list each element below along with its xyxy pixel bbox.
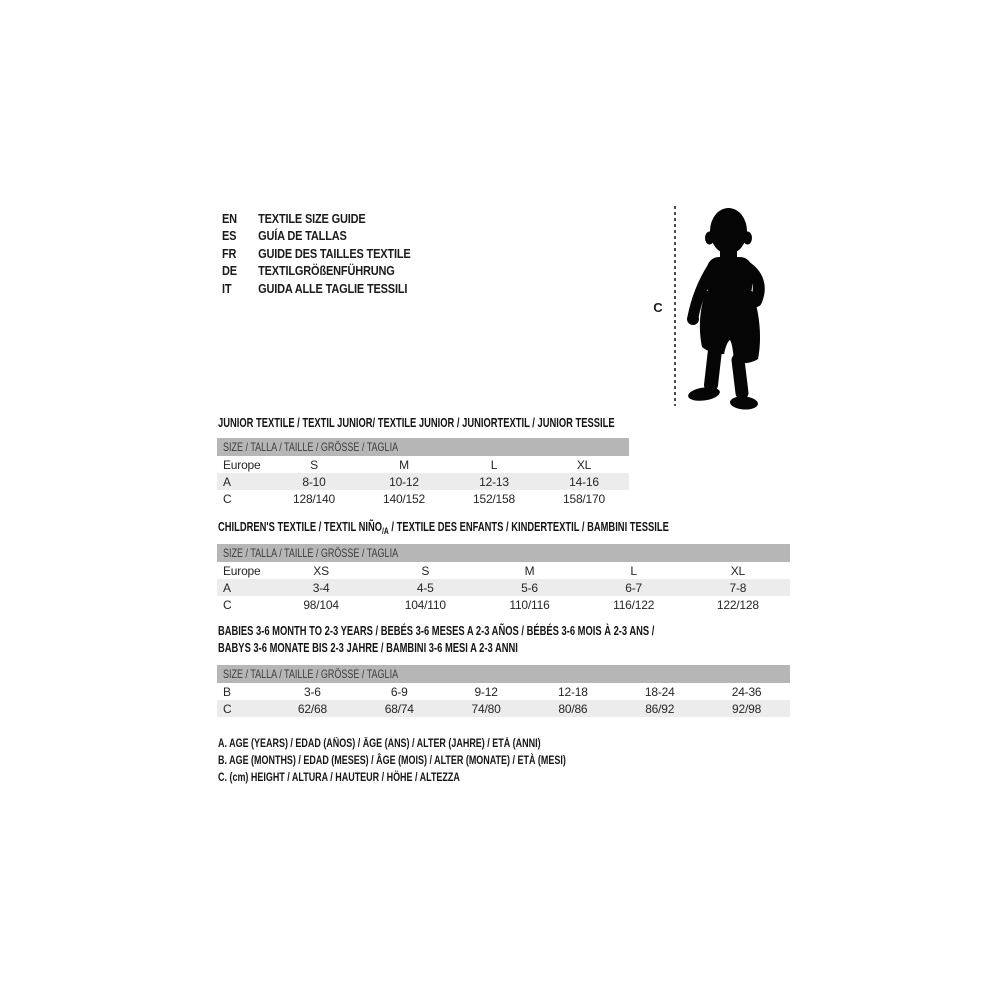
- size-cell: 104/110: [404, 597, 446, 612]
- size-cell: 3-4: [312, 580, 330, 595]
- table-band-label: SIZE / TALLA / TAILLE / GRÖSSE / TAGLIA: [223, 440, 399, 454]
- babies-section-title: [218, 623, 654, 657]
- size-cell: 14-16: [569, 474, 599, 489]
- size-cell: 24-36: [731, 684, 762, 699]
- language-label: GUIDE DES TAILLES TEXTILE: [258, 246, 411, 261]
- language-code: IT: [222, 281, 232, 296]
- language-label: GUÍA DE TALLAS: [258, 229, 347, 244]
- size-cell: 110/116: [509, 597, 550, 612]
- size-cell: 80/86: [558, 701, 588, 716]
- language-code: FR: [222, 246, 237, 261]
- size-cell: 18-24: [644, 684, 675, 699]
- language-row-it: [222, 281, 411, 298]
- row-label: C: [223, 597, 232, 612]
- children-title-pre: CHILDREN'S TEXTILE / TEXTIL NIÑO: [218, 520, 383, 534]
- size-cell: 158/170: [563, 491, 605, 506]
- size-cell: S: [310, 457, 318, 472]
- row-label: A: [223, 474, 231, 489]
- size-cell: 92/98: [732, 701, 762, 716]
- size-cell: 116/122: [613, 597, 655, 612]
- language-code: DE: [222, 264, 237, 279]
- legend-line-a: A. AGE (YEARS) / EDAD (AÑOS) / ÂGE (ANS) / ALTER (JAHRE) / ETÀ (ANNI): [218, 738, 541, 750]
- junior-section-title: JUNIOR TEXTILE / TEXTIL JUNIOR/ TEXTILE JUNIOR / JUNIORTEXTIL / JUNIOR TESSILE: [218, 416, 615, 430]
- size-cell: 7-8: [729, 580, 747, 595]
- toddler-silhouette-icon: [686, 196, 778, 414]
- size-cell: 12-18: [558, 684, 588, 699]
- size-cell: 6-7: [625, 580, 643, 595]
- legend-line-c: C. (cm) HEIGHT / ALTURA / HAUTEUR / HÖHE / ALTEZZA: [218, 772, 460, 785]
- row-label: Europe: [223, 563, 261, 578]
- table-row-months: [217, 683, 790, 700]
- babies-title-line1: BABIES 3-6 MONTH TO 2-3 YEARS / BEBÉS 3-6 MESES A 2-3 AÑOS / BÉBÉS 3-6 MOIS À 2-3 ANS /: [218, 624, 655, 638]
- size-cell: XL: [576, 457, 592, 472]
- size-cell: 98/104: [303, 597, 339, 612]
- language-code: ES: [222, 229, 237, 244]
- language-row-es: [222, 228, 411, 245]
- size-cell: 74/80: [471, 701, 501, 716]
- size-cell: 12-13: [479, 474, 509, 489]
- table-band: [217, 438, 629, 456]
- size-cell: 128/140: [293, 491, 335, 506]
- children-title-post: / TEXTILE DES ENFANTS / KINDERTEXTIL / BAMBINI TESSILE: [388, 520, 669, 534]
- language-code: EN: [222, 212, 237, 226]
- table-row-height: [217, 490, 629, 507]
- height-dashed-line: [674, 206, 676, 406]
- table-row-age: [217, 579, 790, 596]
- size-cell: 122/128: [716, 597, 759, 612]
- table-row-europe: [217, 456, 629, 473]
- table-band: [217, 665, 790, 683]
- row-label: Europe: [223, 457, 261, 472]
- children-section-title: [218, 520, 669, 536]
- size-cell: 62/68: [297, 701, 327, 716]
- table-band-label: SIZE / TALLA / TAILLE / GRÖSSE / TAGLIA: [223, 667, 399, 681]
- size-cell: M: [399, 457, 409, 472]
- language-label: TEXTILE SIZE GUIDE: [258, 212, 366, 226]
- table-row-age: [217, 473, 629, 490]
- language-label: TEXTILGRÖßENFÜHRUNG: [258, 264, 395, 279]
- size-cell: 9-12: [474, 684, 498, 699]
- babies-title-line2: BABYS 3-6 MONATE BIS 2-3 JAHRE / BAMBINI 3-6 MESI A 2-3 ANNI: [218, 641, 518, 655]
- size-cell: L: [630, 563, 637, 578]
- measurement-legend: [218, 736, 566, 788]
- language-row-en: [222, 211, 411, 228]
- size-cell: 86/92: [645, 701, 675, 716]
- table-band: [217, 544, 790, 562]
- size-cell: 68/74: [384, 701, 414, 716]
- language-guide: [222, 211, 411, 298]
- size-cell: 5-6: [521, 580, 538, 595]
- children-title-sub: /A: [382, 526, 389, 536]
- size-cell: XS: [313, 563, 329, 578]
- size-cell: 8-10: [302, 474, 326, 489]
- table-row-height: [217, 596, 790, 613]
- table-row-height: [217, 700, 790, 717]
- table-row-europe: [217, 562, 790, 579]
- size-cell: 140/152: [383, 491, 425, 506]
- language-row-fr: [222, 246, 411, 263]
- size-cell: 152/158: [473, 491, 515, 506]
- babies-size-table: [217, 665, 790, 717]
- size-cell: L: [490, 457, 498, 472]
- measure-label-c: C: [653, 300, 663, 315]
- language-label: GUIDA ALLE TAGLIE TESSILI: [258, 281, 408, 296]
- size-cell: M: [524, 563, 535, 578]
- row-label: C: [223, 701, 232, 716]
- junior-size-table: [217, 438, 629, 507]
- size-cell: S: [421, 563, 430, 578]
- table-band-label: SIZE / TALLA / TAILLE / GRÖSSE / TAGLIA: [223, 546, 399, 560]
- row-label: A: [223, 580, 231, 595]
- size-cell: 10-12: [389, 474, 419, 489]
- size-cell: 3-6: [304, 684, 321, 699]
- row-label: C: [223, 491, 232, 506]
- size-cell: 6-9: [390, 684, 408, 699]
- size-cell: 4-5: [416, 580, 434, 595]
- row-label: B: [223, 684, 231, 699]
- children-size-table: [217, 544, 790, 613]
- language-row-de: [222, 263, 411, 280]
- size-cell: XL: [730, 563, 746, 578]
- legend-line-b: B. AGE (MONTHS) / EDAD (MESES) / ÂGE (MOIS) / ALTER (MONATE) / ETÀ (MESI): [218, 755, 566, 768]
